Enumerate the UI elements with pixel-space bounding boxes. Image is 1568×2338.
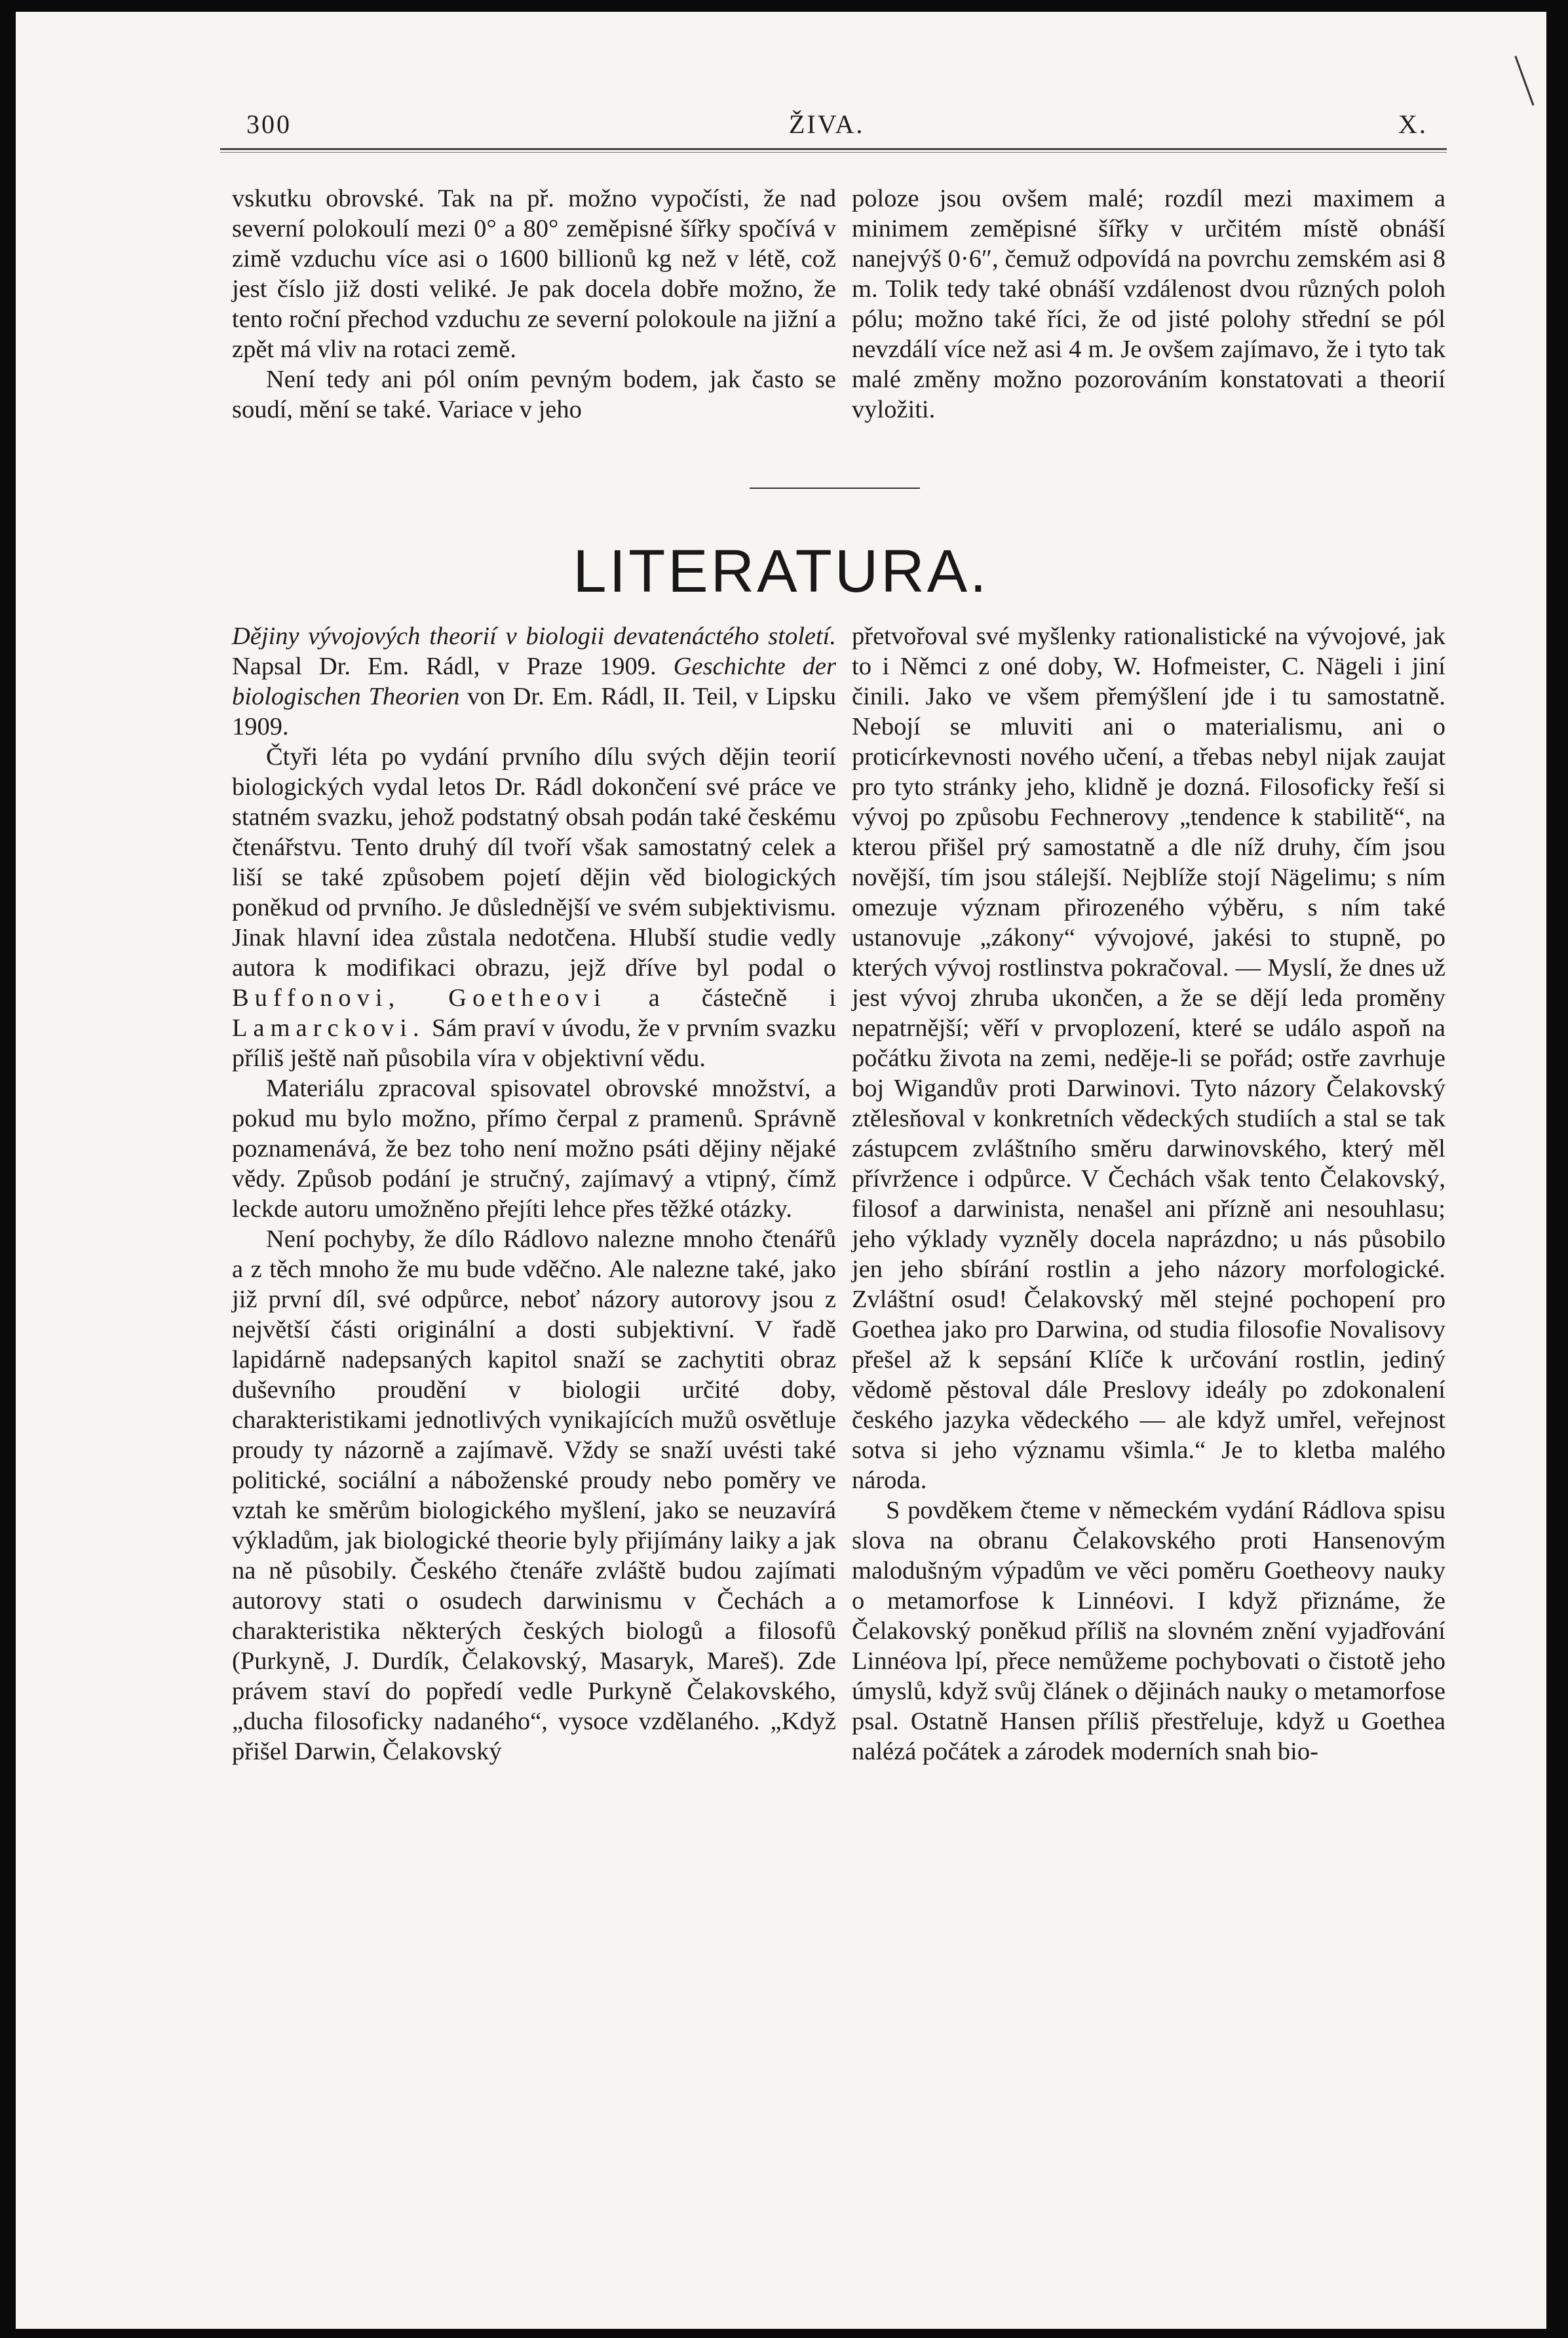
scan-artifact (1514, 49, 1546, 105)
book-author-czech: Napsal Dr. Em. Rádl, v Praze 1909. (232, 653, 657, 680)
journal-title: ŽIVA. (789, 109, 865, 139)
review-paragraph-3: Není pochyby, že dílo Rádlovo nalezne mnoho čtenářů a z těch mnoho že mu bude vděčno. Ale nalezne také, jako již první díl, své odpůrce, neboť názory autorovy jsou z největší části originální a dosti subjektivní. V řadě lapidárně nadepsaných kapitol snaží se zachytiti obraz duševního proudění v biologii určité doby, charakteristikami jednotlivých vynikajících mužů osvětluje proudy ty názorně a zajímavě. Vždy se snaží uvésti také politické, sociální a náboženské proudy nebo poměry ve vztah ke směrům biologického myšlení, jako se neuzavírá výkladům, jak biologické theorie byly přijímány laiky a jak na ně působily. Českého čtenáře zvláště budou zajímati autorovy stati o osudech darwinismu v Čechách a charakteristika některých českých biologů a filosofů (Purkyně, J. Durdík, Čelakovský, Masaryk, Mareš). Zde právem staví do popředí vedle Purkyně Čelakovského, „ducha filosoficky nadaného“, vysoce vzdělaného. „Když přišel Darwin, Čelakovský (232, 1225, 836, 1765)
bibliography-entry (232, 621, 836, 742)
book-author-german: von Dr. Em. Rádl, II. Teil, v Lipsku 1909. (232, 683, 837, 740)
review-name-lamarck: Lamarckovi. (232, 1014, 425, 1042)
section-divider (750, 488, 920, 489)
review-paragraph-1-end: Sám praví v úvodu, že v prvním svazku příliš ještě naň působila víra v objektivní vědu. (232, 1014, 837, 1072)
continuation-right-column (852, 183, 1445, 425)
review-paragraph-5: S povděkem čteme v německém vydání Rádlova spisu slova na obranu Čelakovského proti Hansenovým malodušným výpadům ve věci poměru Goetheovy nauky o metamorfose k Linnéovi. I když přiznáme, že Čelakovský poněkud příliš na slovném znění vyjadřování Linnéova lpí, přece nemůžeme pochybovati o čistotě jeho úmyslů, když svůj článek o dějinách nauky o metamorfose psal. Ostatně Hansen příliš přestřeluje, když u Goethea nalézá počátek a zárodek moderních snah bio- (852, 1497, 1445, 1765)
book-title-czech: Dějiny vývojových theorií v biologii devatenáctého století. (232, 623, 836, 650)
running-header (16, 109, 1546, 148)
scanned-page (16, 12, 1546, 2329)
review-paragraph-4: přetvořoval své myšlenky rationalistické na vývojové, jak to i Němci z oné doby, W. Hofmeister, C. Nägeli i jiní činili. Jako ve všem přemýšlení jde i tu samostatně. Nebojí se mluviti ani o materialismu, ani o proticírkevnosti nového učení, a třebas nebyl nijak zaujat pro tyto stránky jeho, klidně je dozná. Filosoficky řeší si vývoj po způsobu Fechnerovy „tendence k stabilitě“, na kterou přišel prý samostatně a dle níž druhy, čím jsou novější, tím jsou stálejší. Nejblíže stojí Nägelimu; s ním omezuje význam přirozeného výběru, s ním také ustanovuje „zákony“ vývojové, jakési to stupně, po kterých vývoj rostlinstva pokračoval. — Myslí, že dnes už jest vývoj zhruba ukončen, a že se dějí leda proměny nepatrnější; věří v prvoplození, které se událo aspoň na počátku života na zemi, neděje-li se pořád; ostře zavrhuje boj Wigandův proti Darwinovi. Tyto názory Čelakovský ztělesňoval v konkretních vědeckých studiích a stal se tak zástupcem zvláštního směru darwinovského, který měl přívržence i odpůrce. V Čechách však tento Čelakovský, filosof a darwinista, nenašel ani přízně ani nesouhlasu; jeho výklady vyzněly docela naprázdno; u nás působilo jen jeho sbírání rostlin a jeho názory morfologické. Zvláštní osud! Čelakovský měl stejné pochopení pro Goethea jako pro Darwina, od studia filosofie Novalisovy přešel až k sepsání Klíče k určování rostlin, jediný vědomě pěstoval dále Preslovy ideály po zdokonalení českého jazyka vědeckého — ale když umřel, veřejnost sotva si jeho významu všimla.“ Je to kletba malého národa. (852, 623, 1445, 1494)
review-left-column (232, 621, 836, 1767)
header-rule (220, 148, 1447, 153)
book-title-german: Geschichte der biologischen Theorien (232, 653, 836, 710)
review-names-spaced: Buffonovi, Goetheovi (232, 984, 607, 1012)
review-paragraph-2: Materiálu zpracoval spisovatel obrovské množství, a pokud mu bylo možno, přímo čerpal z pramenů. Správně poznamenává, že bez toho není možno psáti dějiny nějaké vědy. Způsob podání je stručný, zajímavý a vtipný, čímž leckde autoru umožněno přejíti lehce přes těžké otázky. (232, 1075, 836, 1223)
review-paragraph-1-mid: a částečně i (648, 984, 837, 1012)
continuation-left-paragraph-2: Není tedy ani pól oním pevným bodem, jak často se soudí, mění se také. Variace v jeho (232, 366, 836, 423)
review-paragraph-1-text: Čtyři léta po vydání prvního dílu svých dějin teorií biologických vydal letos Dr. Rádl dokončení své práce ve statném svazku, jehož podstatný obsah podán také českému čtenářstvu. Tento druhý díl tvoří však samostatný celek a liší se také způsobem pojetí dějin věd biologických poněkud od prvního. Je důslednější ve svém subjektivismu. Jinak hlavní idea zůstala nedotčena. Hlubší studie vedly autora k modifikaci obrazu, jejž dříve byl podal o (232, 743, 836, 982)
section-title: LITERATURA. (573, 538, 989, 605)
continuation-left-column (232, 183, 836, 425)
continuation-left-paragraph: vskutku obrovské. Tak na př. možno vypočísti, že nad severní polokoulí mezi 0° a 80° zeměpisné šířky spočívá v zimě vzduchu více asi o 1600 billionů kg než v létě, což jest číslo již dosti veliké. Je pak docela dobře možno, že tento roční přechod vzduchu ze severní polokoule na jižní a zpět má vliv na rotaci země. (232, 185, 836, 363)
review-paragraph-1 (232, 742, 836, 1073)
continuation-right-paragraph: poloze jsou ovšem malé; rozdíl mezi maximem a minimem zeměpisné šířky v určitém místě obnáší nanejvýš 0·6″, čemuž odpovídá na povrchu zemském asi 8 m. Tolik tedy také obnáší vzdálenost dvou různých poloh pólu; možno také říci, že od jisté polohy střední se pól nevzdálí více než asi 4 m. Je ovšem zajímavo, že i tyto tak malé změny možno pozorováním konstatovati a theorií vyložiti. (852, 185, 1445, 423)
page-number: 300 (246, 109, 292, 139)
review-right-column (852, 621, 1445, 1767)
volume-number: X. (1398, 109, 1428, 139)
